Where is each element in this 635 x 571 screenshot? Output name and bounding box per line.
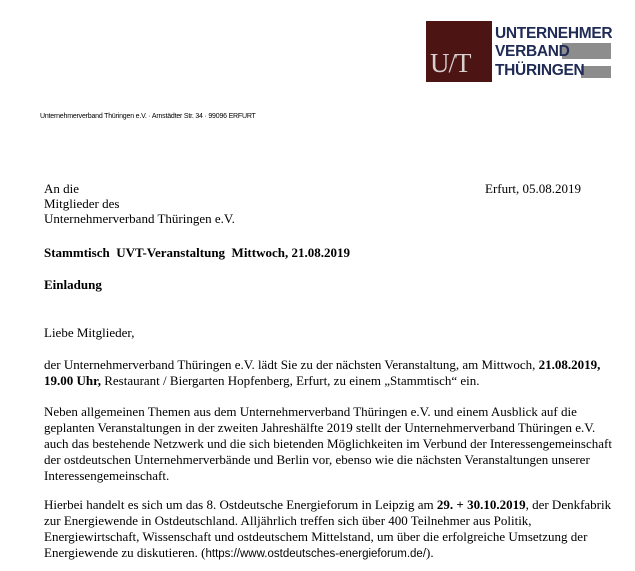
paragraph-text: Hierbei handelt es sich um das 8. Ostdeutsche Energieforum in Leipzig am bbox=[44, 497, 437, 512]
logo-grey-bar-small bbox=[581, 66, 611, 78]
logo-line-3: THÜRINGEN bbox=[495, 62, 585, 79]
letter-subject: Stammtisch UVT-Veranstaltung Mittwoch, 21.08.2019 bbox=[44, 245, 350, 260]
logo-mark-box bbox=[426, 21, 492, 82]
logo-mark-text: U/T bbox=[430, 48, 471, 78]
logo-line-1: UNTERNEHMER bbox=[495, 25, 613, 42]
paragraph-energieforum bbox=[44, 497, 614, 562]
letter-date: Erfurt, 05.08.2019 bbox=[485, 181, 582, 196]
recipient-block bbox=[44, 181, 235, 226]
greeting: Liebe Mitglieder, bbox=[44, 325, 135, 340]
sender-address-line: Unternehmerverband Thüringen e.V. · Arnstädter Str. 34 · 99096 ERFURT bbox=[40, 113, 256, 120]
forum-url-link[interactable]: https://www.ostdeutsches-energieforum.de/ bbox=[205, 548, 427, 560]
letter-heading: Einladung bbox=[44, 277, 102, 292]
paragraph-topics: Neben allgemeinen Themen aus dem Unternehmerverband Thüringen e.V. und einem Ausblick auf die geplanten Veranstaltungen in der zweiten Jahreshälfte 2019 stellt der Unternehmerverband Thüringen e.V. auch das bestehende Netzwerk und die sich bietenden Möglichkeiten im Verbund der Interessengemeinschaft der ostdeutschen Unternehmerverbände und Berlin vor, ebenso wie die nächsten Veranstaltungen unserer Interessengemeinschaft. bbox=[44, 404, 612, 483]
paragraph-invitation bbox=[44, 357, 614, 389]
paragraph-text: ). bbox=[426, 545, 434, 560]
paragraph-text: , der Denkfabrik zur Energiewende in Ostdeutschland. Alljährlich treffen sich über 400 Teilnehmer aus Politik, Energiewirtschaft, Wissenschaft und ostdeutschem Mittelstand, um über die erfolgreiche Umsetzung der Energiewende zu diskutieren. ( bbox=[44, 497, 612, 560]
recipient-line: Unternehmerverband Thüringen e.V. bbox=[44, 211, 235, 226]
logo-line-2: VERBAND bbox=[495, 43, 570, 60]
recipient-line: Mitglieder des bbox=[44, 196, 120, 211]
event-date-time: 21.08.2019, 19.00 Uhr, bbox=[44, 357, 601, 388]
paragraph-text: der Unternehmerverband Thüringen e.V. lädt Sie zu der nächsten Veranstaltung, am Mittwoch, bbox=[44, 357, 536, 372]
recipient-line: An die bbox=[44, 181, 80, 196]
uvt-logo bbox=[426, 21, 611, 82]
forum-dates: 29. + 30.10.2019 bbox=[436, 497, 526, 512]
paragraph-text: Restaurant / Biergarten Hopfenberg, Erfurt, zu einem „Stammtisch“ ein. bbox=[100, 373, 480, 388]
